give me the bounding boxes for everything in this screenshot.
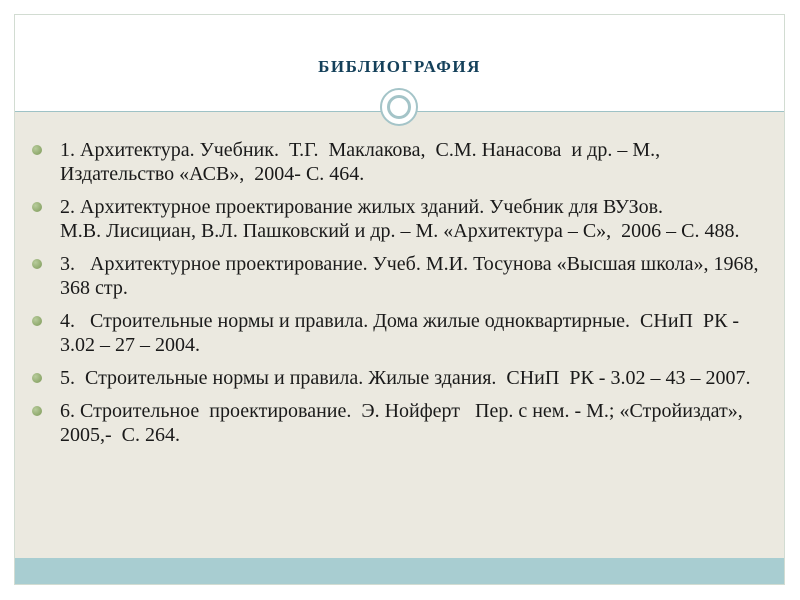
green-dot-bullet-icon [32,259,42,269]
bibliography-item-text: 4. Строительные нормы и правила. Дома жилые одноквартирные. СНиП РК - 3.02 – 27 – 2004. [60,310,745,356]
bibliography-item [30,399,765,447]
bottom-accent-band [15,558,784,584]
bibliography-item [30,366,765,390]
bibliography-item [30,309,765,357]
bibliography-list [30,138,765,456]
green-dot-bullet-icon [32,373,42,383]
slide-title: БИБЛИОГРАФИЯ [318,57,481,76]
bibliography-item-text: 2. Архитектурное проектирование жилых зданий. Учебник для ВУЗов. М.В. Лисициан, В.Л. Пашковский и др. – М. «Архитектура – С», 2006 – С. 488. [60,196,744,242]
green-dot-bullet-icon [32,202,42,212]
bibliography-item [30,195,765,243]
bibliography-item [30,252,765,300]
bibliography-item-text: 5. Строительные нормы и правила. Жилые здания. СНиП РК - 3.02 – 43 – 2007. [60,367,751,389]
bibliography-item-text: 1. Архитектура. Учебник. Т.Г. Маклакова, С.М. Нанасова и др. – М., Издательство «АСВ», 2004- С. 464. [60,139,666,185]
bibliography-item-text: 3. Архитектурное проектирование. Учеб. М.И. Тосунова «Высшая школа», 1968, 368 стр. [60,253,764,299]
green-dot-bullet-icon [32,406,42,416]
bibliography-item-text: 6. Строительное проектирование. Э. Нойферт Пер. с нем. - М.; «Стройиздат», 2005,- С. 264. [60,400,753,446]
bibliography-item [30,138,765,186]
circle-ring-ornament-icon [380,88,418,126]
green-dot-bullet-icon [32,316,42,326]
inner-ring [387,95,411,119]
green-dot-bullet-icon [32,145,42,155]
